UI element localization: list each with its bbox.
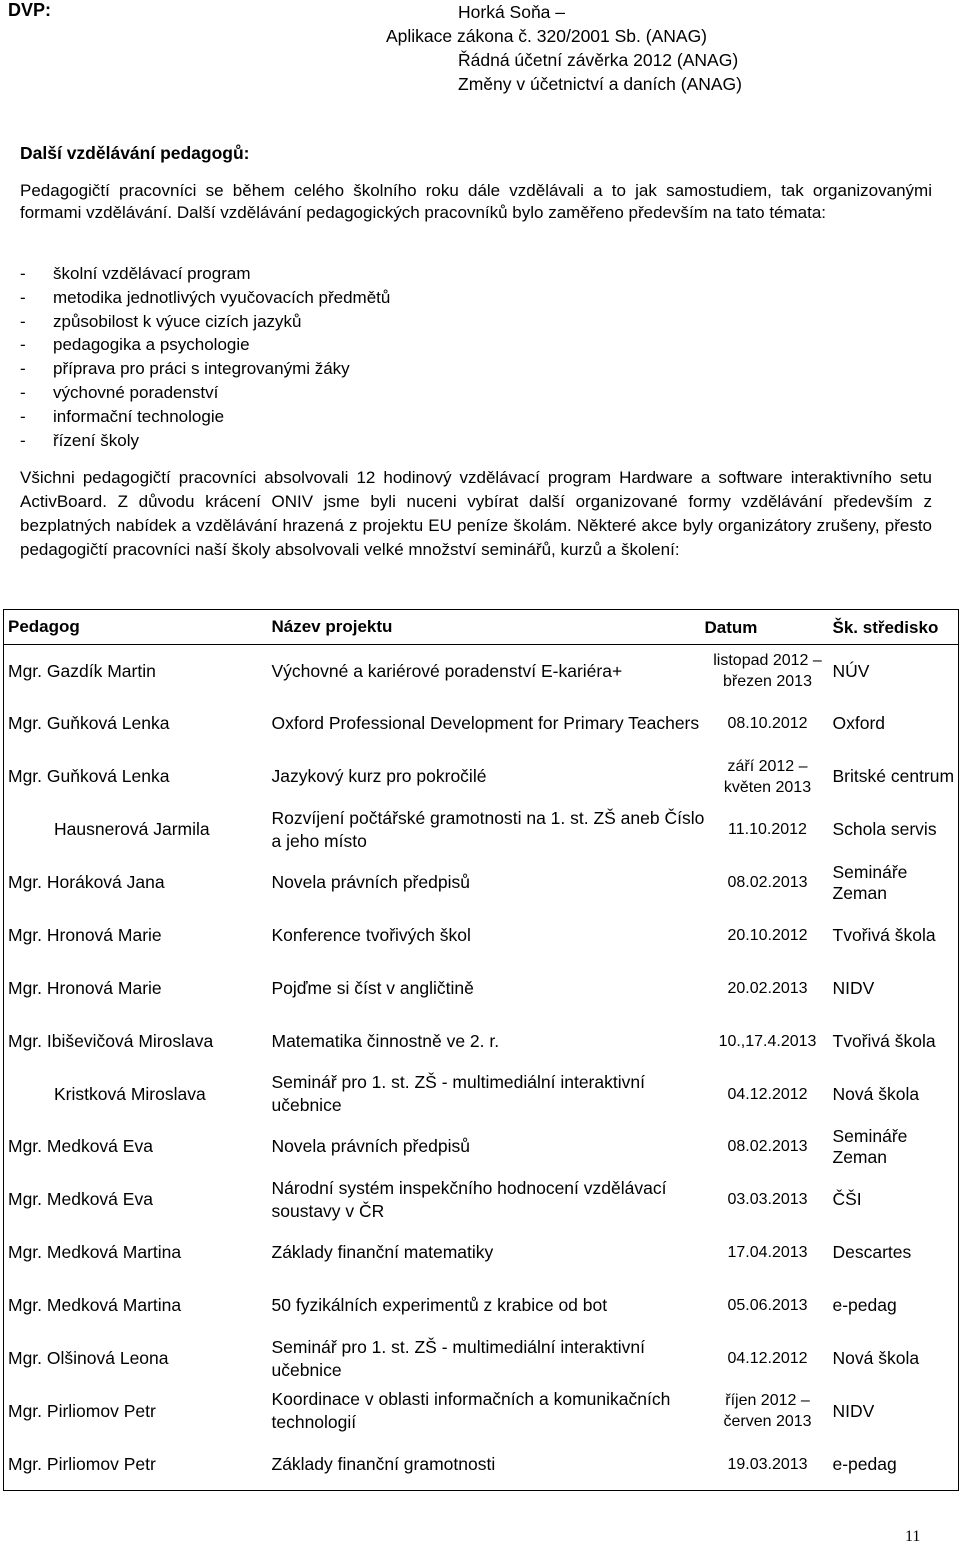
topic-text: výchovné poradenství [53, 382, 219, 402]
cell-projekt: Základy finanční matematiky [271, 1242, 494, 1263]
cell-stredisko: Semináře Zeman [832, 1125, 908, 1167]
cell-pedagog: Mgr. Guňková Lenka [8, 713, 170, 734]
cell-projekt: Novela právních předpisů [271, 1136, 470, 1157]
cell-datum: 08.10.2012 [727, 715, 808, 733]
table-row [4, 645, 959, 698]
table-row [4, 1226, 959, 1279]
bullet-dash: - [20, 311, 26, 331]
topic-item [20, 310, 390, 334]
topic-text: způsobilost k výuce cizích jazyků [53, 311, 302, 331]
cell-projekt: Matematika činnostně ve 2. r. [271, 1030, 500, 1051]
cell-stredisko: NIDV [832, 977, 875, 998]
cell-datum: 20.10.2012 [727, 926, 808, 944]
cell-stredisko: ČŠI [832, 1189, 862, 1210]
cell-datum: 20.02.2013 [727, 979, 808, 997]
topic-item [20, 333, 390, 357]
page-number: 11 [905, 1528, 921, 1545]
table-row [4, 1173, 959, 1226]
topic-item [20, 381, 390, 405]
topic-text: informační technologie [53, 406, 225, 426]
table-row [4, 1068, 959, 1121]
dvp-line: Řádná účetní závěrka 2012 (ANAG) [458, 50, 739, 70]
cell-projekt: Koordinace v oblasti informačních a komunikačních technologií [271, 1389, 671, 1433]
topic-list [20, 262, 390, 452]
cell-projekt: Seminář pro 1. st. ZŠ - multimediální interaktivní učebnice [271, 1072, 645, 1116]
bullet-dash: - [20, 430, 26, 450]
topic-item [20, 286, 390, 310]
cell-pedagog: Mgr. Horáková Jana [8, 872, 165, 892]
cell-stredisko: e-pedag [832, 1295, 897, 1316]
topic-text: metodika jednotlivých vyučovacích předmětů [53, 287, 391, 307]
cell-datum: 04.12.2012 [727, 1350, 808, 1368]
cell-stredisko: Britské centrum [832, 766, 955, 787]
cell-projekt: 50 fyzikálních experimentů z krabice od bot [271, 1295, 608, 1316]
cell-datum: 08.02.2013 [727, 874, 808, 891]
cell-stredisko: Descartes [832, 1242, 912, 1263]
table-row [4, 1121, 959, 1174]
cell-projekt: Základy finanční gramotnosti [271, 1453, 496, 1474]
cell-stredisko: NÚV [832, 660, 870, 681]
intro-paragraph: Pedagogičtí pracovníci se během celého školního roku dále vzdělávali a to jak samostudiem, tak organizovanými formami vzdělávání. Další vzdělávání pedagogických pracovníků bylo zaměřeno především na tato témata: [20, 181, 932, 222]
header-stredisko: Šk. středisko [831, 610, 959, 645]
cell-stredisko: Semináře Zeman [832, 861, 908, 903]
table-row [4, 962, 959, 1015]
table-row [4, 1279, 959, 1332]
cell-datum: 03.03.2013 [727, 1191, 808, 1209]
table-row [4, 1438, 959, 1491]
dvp-line: Horká Soňa – [458, 2, 566, 22]
cell-projekt: Oxford Professional Development for Primary Teachers [271, 713, 700, 734]
table-row [4, 697, 959, 750]
cell-stredisko: Tvořivá škola [832, 924, 936, 945]
cell-projekt: Pojďme si číst v angličtině [271, 977, 474, 998]
cell-stredisko: Nová škola [832, 1348, 920, 1369]
cell-pedagog: Mgr. Medková Martina [8, 1295, 182, 1316]
courses-table [3, 609, 959, 1491]
table-row [4, 803, 959, 856]
cell-datum: 08.02.2013 [727, 1138, 808, 1156]
cell-projekt: Seminář pro 1. st. ZŠ - multimediální interaktivní učebnice [271, 1336, 645, 1380]
cell-stredisko: Tvořivá škola [832, 1030, 936, 1051]
cell-pedagog: Mgr. Ibiševičová Miroslava [8, 1030, 214, 1051]
header-datum: Datum [705, 610, 831, 645]
cell-stredisko: NIDV [832, 1400, 875, 1421]
table-header-row [4, 610, 959, 645]
dvp-line: Aplikace zákona č. 320/2001 Sb. (ANAG) [386, 26, 708, 46]
table-row [4, 1385, 959, 1438]
bullet-dash: - [20, 335, 26, 355]
cell-projekt: Rozvíjení počtářské gramotnosti na 1. st. ZŠ aneb Číslo a jeho místo [271, 807, 705, 851]
cell-projekt: Novela právních předpisů [271, 872, 470, 892]
table-row [4, 856, 959, 909]
cell-pedagog: Mgr. Medková Martina [8, 1242, 182, 1263]
topic-item [20, 357, 390, 381]
cell-pedagog: Kristková Miroslava [54, 1083, 206, 1104]
cell-datum: 19.03.2013 [727, 1455, 808, 1473]
cell-pedagog: Mgr. Medková Eva [8, 1136, 153, 1157]
cell-pedagog: Mgr. Hronová Marie [8, 977, 162, 998]
section-heading: Další vzdělávání pedagogů: [20, 143, 250, 163]
table-row [4, 750, 959, 803]
dvp-lines [386, 0, 742, 96]
cell-datum: 05.06.2013 [727, 1297, 808, 1315]
cell-pedagog: Mgr. Hronová Marie [8, 924, 162, 945]
topic-text: školní vzdělávací program [53, 264, 251, 283]
bullet-dash: - [20, 264, 26, 283]
cell-pedagog: Mgr. Gazdík Martin [8, 660, 156, 681]
topic-text: pedagogika a psychologie [53, 335, 250, 355]
closing-paragraph: Všichni pedagogičtí pracovníci absolvovali 12 hodinový vzdělávací program Hardware a software interaktivního setu ActivBoard. Z důvodu krácení ONIV jsme byli nuceni vybírat další organizované formy vzdělávání především z bezplatných nabídek a vzdělávání hrazená z projektu EU peníze školám. Některé akce byly organizátory zrušeny, přesto pedagogičtí pracovníci naší školy absolvovali velké množství seminářů, kurzů a školení: [20, 468, 932, 559]
cell-datum: říjen 2012 – červen 2013 [723, 1392, 812, 1431]
bullet-dash: - [20, 287, 26, 307]
cell-pedagog: Hausnerová Jarmila [54, 819, 210, 840]
cell-projekt: Výchovné a kariérové poradenství E-kariéra+ [271, 660, 623, 681]
topic-item [20, 405, 390, 429]
cell-datum: 10.,17.4.2013 [718, 1032, 817, 1050]
header-pedagog: Pedagog [4, 610, 268, 645]
cell-datum: listopad 2012 – březen 2013 [713, 652, 822, 691]
bullet-dash: - [20, 406, 26, 426]
cell-pedagog: Mgr. Medková Eva [8, 1189, 153, 1210]
cell-pedagog: Mgr. Guňková Lenka [8, 766, 170, 787]
table-row [4, 909, 959, 962]
topic-item [20, 262, 390, 286]
cell-projekt: Jazykový kurz pro pokročilé [271, 766, 487, 787]
cell-pedagog: Mgr. Pirliomov Petr [8, 1453, 156, 1474]
table-row [4, 1332, 959, 1385]
cell-projekt: Konference tvořivých škol [271, 924, 471, 945]
dvp-line: Změny v účetnictví a daních (ANAG) [458, 74, 742, 94]
bullet-dash: - [20, 359, 26, 379]
cell-datum: září 2012 – květen 2013 [723, 757, 812, 796]
header-projekt: Název projektu [268, 610, 705, 645]
cell-projekt: Národní systém inspekčního hodnocení vzdělávací soustavy v ČR [271, 1177, 667, 1221]
cell-datum: 11.10.2012 [728, 821, 807, 839]
topic-item [20, 429, 390, 453]
topic-text: řízení školy [53, 430, 139, 450]
cell-datum: 17.04.2013 [727, 1244, 808, 1262]
dvp-label: DVP: [8, 0, 52, 20]
cell-datum: 04.12.2012 [727, 1085, 808, 1103]
cell-stredisko: Nová škola [832, 1083, 920, 1104]
bullet-dash: - [20, 382, 26, 402]
topic-text: příprava pro práci s integrovanými žáky [53, 359, 350, 379]
cell-stredisko: Schola servis [832, 819, 937, 840]
cell-stredisko: e-pedag [832, 1453, 897, 1474]
cell-stredisko: Oxford [832, 713, 886, 734]
table-row [4, 1015, 959, 1068]
cell-pedagog: Mgr. Olšinová Leona [8, 1348, 169, 1369]
cell-pedagog: Mgr. Pirliomov Petr [8, 1400, 156, 1421]
